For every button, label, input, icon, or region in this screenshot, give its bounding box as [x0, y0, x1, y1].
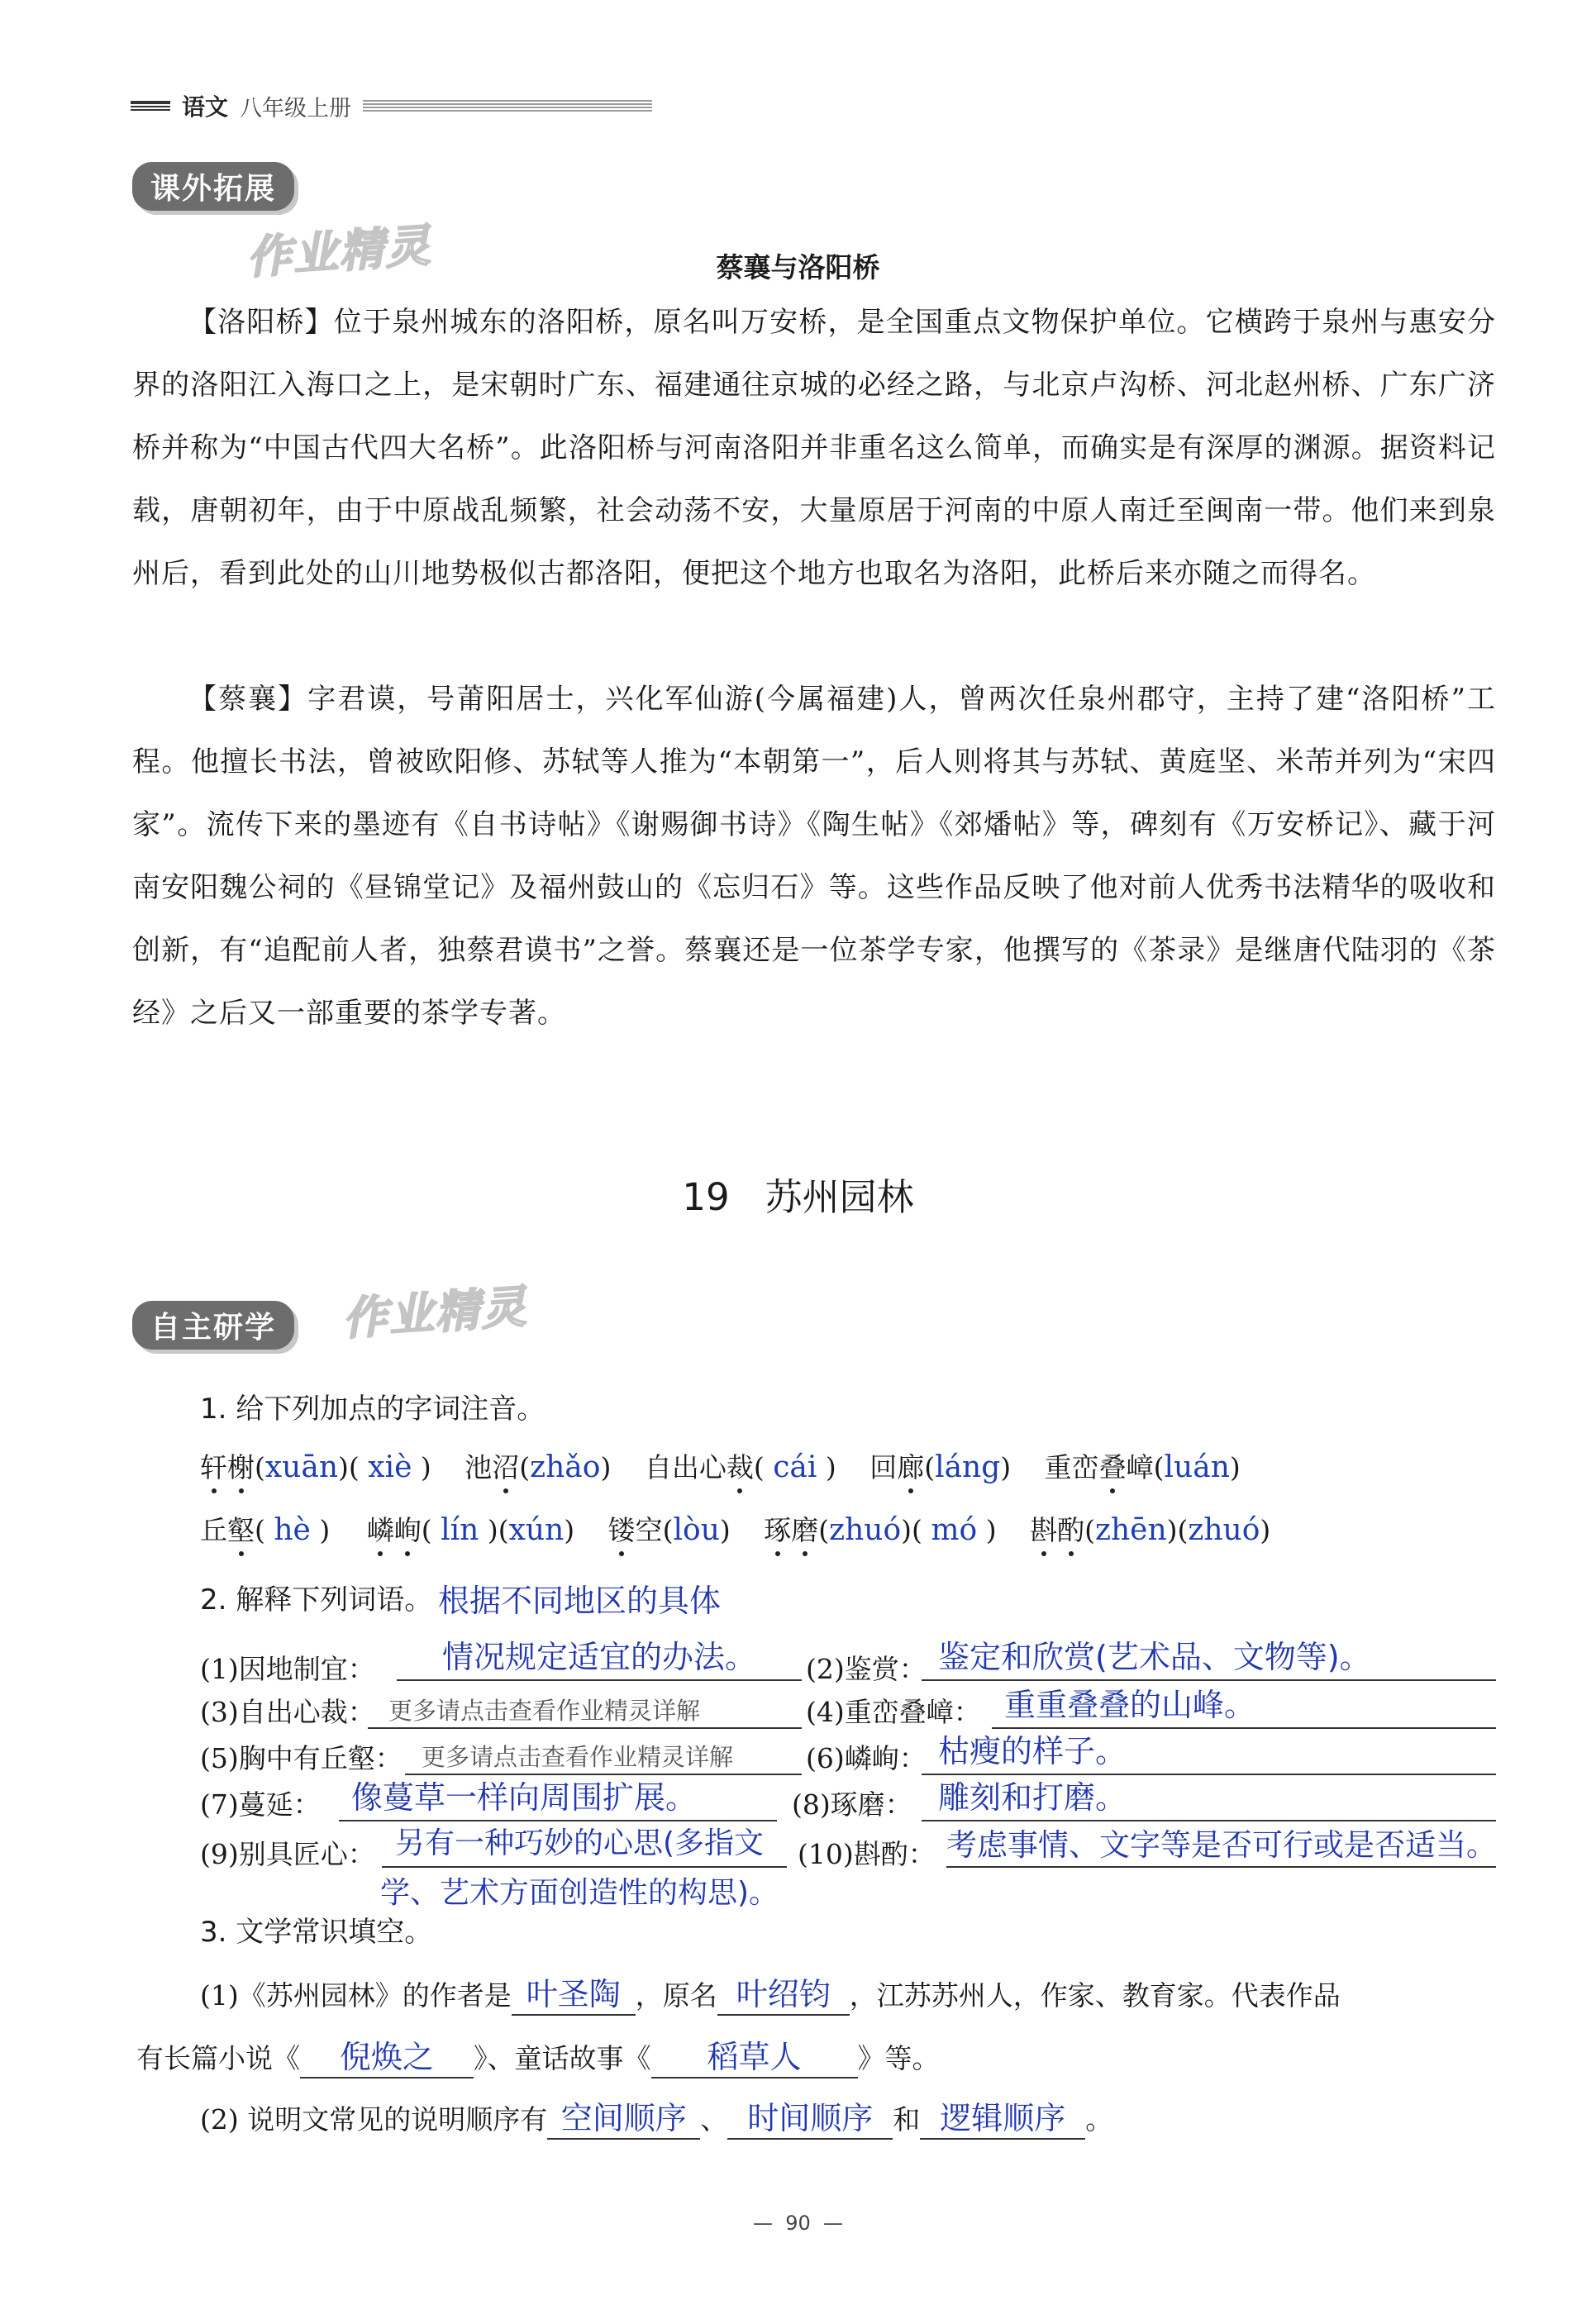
q3-line-3: (2) 说明文常见的说明顺序有 空间顺序 、 时间顺序 和 逻辑顺序 。	[200, 2093, 1112, 2140]
lesson-title	[0, 1167, 1596, 1221]
answer-10: 考虑事情、文字等是否可行或是否适当。	[946, 1827, 1497, 1863]
answer-2: 鉴定和欣赏(艺术品、文物等)。	[938, 1639, 1371, 1675]
answer-6: 枯瘦的样子。	[938, 1733, 1127, 1769]
answer-line	[397, 1679, 802, 1681]
answer-7: 像蔓草一样向周围扩展。	[351, 1779, 698, 1816]
pinyin-item: 重峦叠嶂(luán)	[1044, 1450, 1241, 1484]
question-1-prompt: 1. 给下列加点的字词注音。	[200, 1393, 545, 1426]
answer-order-3: 逻辑顺序	[920, 2093, 1085, 2140]
pinyin-item: 琢磨(zhuó)( mó )	[764, 1513, 997, 1547]
pinyin-item: 丘壑( hè )	[200, 1513, 331, 1547]
pinyin-item: 自出心裁( cái )	[644, 1450, 836, 1484]
header-rule	[363, 100, 652, 112]
header-grade: 八年级上册	[240, 95, 352, 121]
answer-3-link[interactable]: 更多请点击查看作业精灵详解	[388, 1697, 701, 1725]
page-number: — 90 —	[752, 2212, 844, 2235]
header-bar	[131, 101, 170, 111]
pinyin-answer: xiè	[368, 1450, 412, 1484]
answer-9-line-2: 学、艺术方面创造性的构思)。	[380, 1876, 779, 1910]
answer-line	[946, 1866, 1496, 1868]
q3-line-2: 有长篇小说《 倪焕之 》、童话故事《 稻草人 》等。	[136, 2031, 940, 2079]
answer-author: 叶圣陶	[512, 1969, 636, 2016]
section-tag-extension: 课外拓展	[132, 162, 294, 211]
answer-line	[368, 1727, 802, 1729]
pinyin-item: 轩榭(xuān)( xiè )	[200, 1450, 431, 1484]
pinyin-item: 镂空(lòu)	[607, 1513, 731, 1547]
answer-fairy-tale: 稻草人	[651, 2031, 858, 2079]
pinyin-item: 回廊(láng)	[869, 1450, 1012, 1484]
question-2-prompt: 2. 解释下列词语。	[200, 1583, 433, 1617]
q2-label-10: (10)斟酌：	[798, 1838, 936, 1870]
pinyin-answer: zhuó	[1188, 1513, 1260, 1547]
pinyin-answer: zhēn	[1094, 1513, 1167, 1547]
pinyin-row-2	[200, 1509, 1270, 1548]
pinyin-row-1	[200, 1446, 1241, 1485]
pinyin-answer: cái	[773, 1450, 817, 1484]
answer-order-2: 时间顺序	[727, 2093, 893, 2140]
pinyin-answer: láng	[935, 1450, 1001, 1484]
article-title: 蔡襄与洛阳桥	[716, 251, 880, 283]
question-3-prompt: 3. 文学常识填空。	[200, 1916, 433, 1949]
q2-label-7: (7)蔓延：	[200, 1788, 321, 1821]
pinyin-item: 嶙峋( lín )(xún)	[366, 1513, 575, 1547]
q2-label-8: (8)琢磨：	[792, 1788, 912, 1821]
answer-9-line-1: 另有一种巧妙的心思(多指文	[395, 1826, 765, 1860]
q2-label-4: (4)重峦叠嶂：	[806, 1696, 981, 1728]
lesson-number: 19	[682, 1175, 730, 1219]
answer-novel: 倪焕之	[300, 2031, 474, 2079]
answer-original-name: 叶绍钧	[717, 1969, 850, 2016]
q3-line-1: (1)《苏州园林》的作者是 叶圣陶 ，原名 叶绍钧 ，江苏苏州人，作家、教育家。代表作品	[200, 1969, 1341, 2016]
answer-5-link[interactable]: 更多请点击查看作业精灵详解	[422, 1743, 734, 1771]
q2-label-3: (3)自出心裁：	[200, 1696, 375, 1728]
article-para-cai-xiang: 【蔡襄】字君谟，号莆阳居士，兴化军仙游(今属福建)人，曾两次任泉州郡守，主持了建“洛阳桥”工程。他擅长书法，曾被欧阳修、苏轼等人推为“本朝第一”，后人则将其与苏轼、黄庭坚、米芾并列为“宋四家”。流传下来的墨迹有《自书诗帖》《谢赐御书诗》《陶生帖》《郊燔帖》等，碑刻有《万安桥记》、藏于河南安阳魏公祠的《昼锦堂记》及福州鼓山的《忘归石》等。这些作品反映了他对前人优秀书法精华的吸收和创新，有“追配前人者，独蔡君谟书”之誉。蔡襄还是一位茶学专家，他撰写的《茶录》是继唐代陆羽的《茶经》之后又一部重要的茶学专著。	[132, 683, 1496, 1030]
q2-label-6: (6)嶙峋：	[806, 1742, 927, 1774]
answer-1-line-2: 情况规定适宜的办法。	[442, 1639, 757, 1675]
pinyin-answer: lòu	[673, 1513, 720, 1547]
q2-label-9: (9)别具匠心：	[200, 1838, 375, 1870]
section-tag-study: 自主研学	[132, 1301, 294, 1350]
pinyin-answer: zhuó	[829, 1513, 902, 1547]
pinyin-answer: zhǎo	[530, 1450, 601, 1484]
pinyin-answer: xún	[508, 1513, 565, 1547]
answer-4: 重重叠叠的山峰。	[1004, 1687, 1256, 1723]
watermark-logo: 作业精灵	[245, 219, 434, 284]
page-header	[131, 89, 652, 122]
pinyin-item: 池沼(zhǎo)	[465, 1450, 612, 1484]
answer-8: 雕刻和打磨。	[938, 1779, 1127, 1816]
answer-order-1: 空间顺序	[547, 2093, 700, 2140]
q2-label-5: (5)胸中有丘壑：	[200, 1742, 403, 1774]
answer-line	[382, 1866, 787, 1868]
q2-label-2: (2)鉴赏：	[806, 1653, 927, 1685]
article-para-luoyang-bridge: 【洛阳桥】位于泉州城东的洛阳桥，原名叫万安桥，是全国重点文物保护单位。它横跨于泉州与惠安分界的洛阳江入海口之上，是宋朝时广东、福建通往京城的必经之路，与北京卢沟桥、河北赵州桥、广东广济桥并称为“中国古代四大名桥”。此洛阳桥与河南洛阳并非重名这么简单，而确实是有深厚的渊源。据资料记载，唐朝初年，由于中原战乱频繁，社会动荡不安，大量原居于河南的中原人南迁至闽南一带。他们来到泉州后，看到此处的山川地势极似古都洛阳，便把这个地方也取名为洛阳，此桥后来亦随之而得名。	[132, 306, 1496, 590]
pinyin-answer: lín	[441, 1513, 479, 1547]
pinyin-answer: hè	[274, 1513, 311, 1547]
pinyin-answer: luán	[1164, 1450, 1230, 1484]
q2-label-1: (1)因地制宜：	[200, 1653, 375, 1685]
answer-1-line-1: 根据不同地区的具体	[438, 1583, 722, 1619]
lesson-name: 苏州园林	[765, 1175, 914, 1219]
pinyin-item: 斟酌(zhēn)(zhuó)	[1030, 1513, 1271, 1547]
watermark-logo: 作业精灵	[341, 1280, 530, 1345]
pinyin-answer: xuān	[264, 1450, 339, 1484]
pinyin-answer: mó	[931, 1513, 978, 1547]
header-subject: 语文	[182, 93, 229, 121]
